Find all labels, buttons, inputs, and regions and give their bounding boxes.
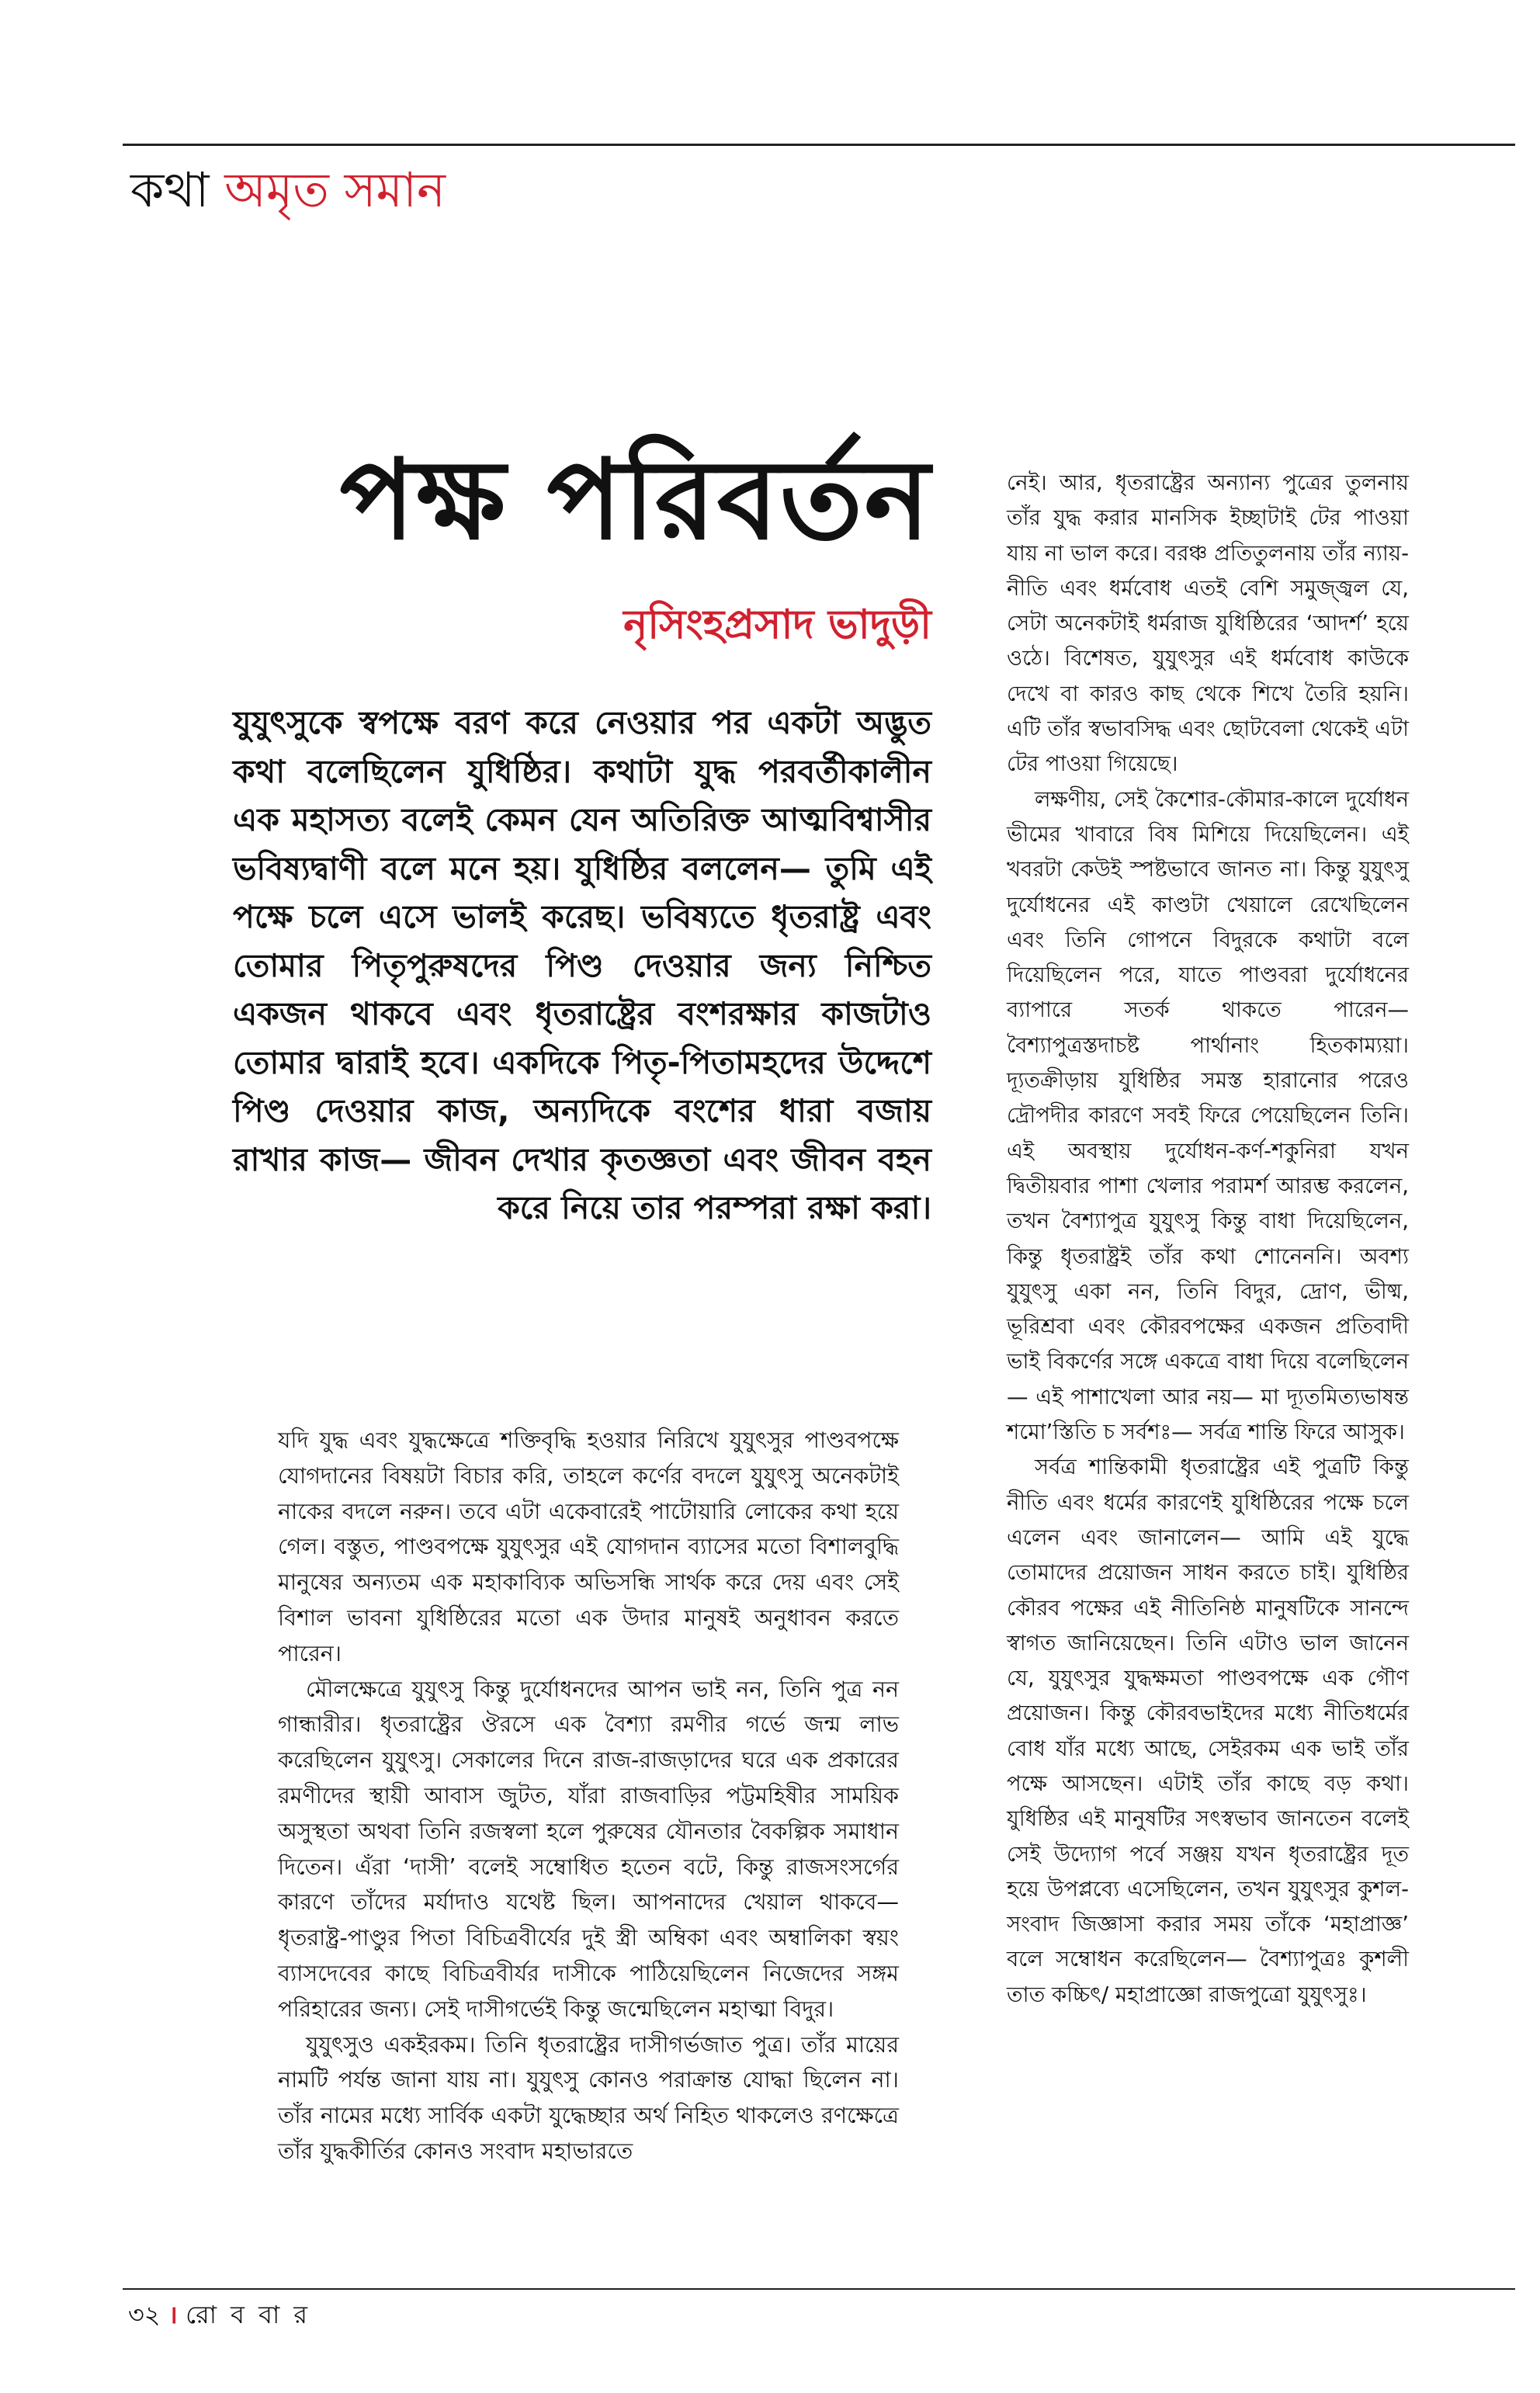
top-rule bbox=[123, 144, 1515, 146]
body-column-left bbox=[278, 1423, 899, 2169]
section-header-word-2: অমৃত সমান bbox=[224, 161, 446, 218]
page-folio bbox=[128, 2299, 310, 2330]
body-paragraph: নেই। আর, ধৃতরাষ্ট্রের অন্যান্য পুত্রের তুলনায় তাঁর যুদ্ধ করার মানসিক ইচ্ছাটাই টের পাওয়া যায় না ভাল করে। বরঞ্চ প্রতিতুলনায় তাঁর ন্যায়-নীতি এবং ধর্মবোধ এতই বেশি সমুজ্জ্বল যে, সেটা অনেকটাই ধর্মরাজ যুধিষ্ঠিরের ‘আদর্শ’ হয়ে ওঠে। বিশেষত, যুযুৎসুর এই ধর্মবোধ কাউকে দেখে বা কারও কাছ থেকে শিখে তৈরি হয়নি। এটি তাঁর স্বভাবসিদ্ধ এবং ছোটবেলা থেকেই এটা টের পাওয়া গিয়েছে। bbox=[1007, 470, 1409, 777]
magazine-name: রো ব বা র bbox=[186, 2300, 310, 2329]
article-standfirst: যুযুৎসুকে স্বপক্ষে বরণ করে নেওয়ার পর একটা অদ্ভুত কথা বলেছিলেন যুধিষ্ঠির। কথাটা যুদ্ধ পরবর্তীকালীন এক মহাসত্য বলেই কেমন যেন অতিরিক্ত আত্মবিশ্বাসীর ভবিষ্যদ্বাণী বলে মনে হয়। যুধিষ্ঠির বললেন— তুমি এই পক্ষে চলে এসে ভালই করেছ। ভবিষ্যতে ধৃতরাষ্ট্র এবং তোমার পিতৃপুরুষদের পিণ্ড দেওয়ার জন্য নিশ্চিত একজন থাকবে এবং ধৃতরাষ্ট্রের বংশরক্ষার কাজটাও তোমার দ্বারাই হবে। একদিকে পিতৃ-পিতামহদের উদ্দেশে পিণ্ড দেওয়ার কাজ, অন্যদিকে বংশের ধারা বজায় রাখার কাজ— জীবন দেখার কৃতজ্ঞতা এবং জীবন বহন করে নিয়ে তার পরম্পরা রক্ষা করা। bbox=[233, 704, 931, 1226]
body-paragraph: মৌলক্ষেত্রে যুযুৎসু কিন্তু দুর্যোধনদের আপন ভাই নন, তিনি পুত্র নন গান্ধারীর। ধৃতরাষ্ট্রের ঔরসে এক বৈশ্যা রমণীর গর্ভে জন্ম লাভ করেছিলেন যুযুৎসু। সেকালের দিনে রাজ-রাজড়াদের ঘরে এক প্রকারের রমণীদের স্থায়ী আবাস জুটত, যাঁরা রাজবাড়ির পট্টমহিষীর সাময়িক অসুস্থতা অথবা তিনি রজস্বলা হলে পুরুষের যৌনতার বৈকল্পিক সমাধান দিতেন। এঁরা ‘দাসী’ বলেই সম্বোধিত হতেন বটে, কিন্তু রাজসংসর্গের কারণে তাঁদের মর্যাদাও যথেষ্ট ছিল। আপনাদের খেয়াল থাকবে— ধৃতরাষ্ট্র-পাণ্ডুর পিতা বিচিত্রবীর্যের দুই স্ত্রী অম্বিকা এবং অম্বালিকা স্বয়ং ব্যাসদেবের কাছে বিচিত্রবীর্যর দাসীকে পাঠিয়েছিলেন নিজেদের সঙ্গম পরিহারের জন্য। সেই দাসীগর্ভেই কিন্তু জন্মেছিলেন মহাত্মা বিদুর। bbox=[278, 1676, 899, 2022]
section-header bbox=[130, 159, 446, 221]
body-paragraph: সর্বত্র শান্তিকামী ধৃতরাষ্ট্রের এই পুত্রটি কিন্তু নীতি এবং ধর্মের কারণেই যুধিষ্ঠিরের পক্ষে চলে এলেন এবং জানালেন— আমি এই যুদ্ধে তোমাদের প্রয়োজন সাধন করতে চাই। যুধিষ্ঠির কৌরব পক্ষের এই নীতিনিষ্ঠ মানুষটিকে সানন্দে স্বাগত জানিয়েছেন। তিনি এটাও ভাল জানেন যে, যুযুৎসুর যুদ্ধক্ষমতা পাণ্ডবপক্ষে এক গৌণ প্রয়োজন। কিন্তু কৌরবভাইদের মধ্যে নীতিধর্মের বোধ যাঁর মধ্যে আছে, সেইরকম এক ভাই তাঁর পক্ষে আসছেন। এটাই তাঁর কাছে বড় কথা। যুধিষ্ঠির এই মানুষটির সৎস্বভাব জানতেন বলেই সেই উদ্যোগ পর্বে সঞ্জয় যখন ধৃতরাষ্ট্রের দূত হয়ে উপপ্লব্যে এসেছিলেন, তখন যুযুৎসুর কুশল-সংবাদ জিজ্ঞাসা করার সময় তাঁকে ‘মহাপ্রাজ্ঞ’ বলে সম্বোধন করেছিলেন— বৈশ্যাপুত্রঃ কুশলী তাত কচ্চিৎ/ মহাপ্রাজ্ঞো রাজপুত্রো যুযুৎসুঃ। bbox=[1007, 1455, 1409, 2007]
page-number: ৩২ bbox=[128, 2300, 161, 2329]
article-title: পক্ষ পরিবর্তন bbox=[339, 436, 931, 564]
folio-separator: । bbox=[168, 2300, 178, 2329]
bottom-rule bbox=[123, 2288, 1515, 2290]
body-paragraph: লক্ষণীয়, সেই কৈশোর-কৌমার-কালে দুর্যোধন ভীমের খাবারে বিষ মিশিয়ে দিয়েছিলেন। এই খবরটা কেউই স্পষ্টভাবে জানত না। কিন্তু যুযুৎসু দুর্যোধনের এই কাণ্ডটা খেয়ালে রেখেছিলেন এবং তিনি গোপনে বিদুরকে কথাটা বলে দিয়েছিলেন পরে, যাতে পাণ্ডবরা দুর্যোধনের ব্যাপারে সতর্ক থাকতে পারেন— বৈশ্যাপুত্রস্তদাচষ্ট পার্থানাং হিতকাম্যয়া। দ্যূতক্রীড়ায় যুধিষ্ঠির সমস্ত হারানোর পরেও দ্রৌপদীর কারণে সবই ফিরে পেয়েছিলেন তিনি। এই অবস্থায় দুর্যোধন-কর্ণ-শকুনিরা যখন দ্বিতীয়বার পাশা খেলার পরামর্শ আরম্ভ করলেন, তখন বৈশ্যাপুত্র যুযুৎসু কিন্তু বাধা দিয়েছিলেন, কিন্তু ধৃতরাষ্ট্রই তাঁর কথা শোনেননি। অবশ্য যুযুৎসু একা নন, তিনি বিদুর, দ্রোণ, ভীষ্ম, ভূরিশ্রবা এবং কৌরবপক্ষের একজন প্রতিবাদী ভাই বিকর্ণের সঙ্গে একত্রে বাধা দিয়ে বলেছিলেন— এই পাশাখেলা আর নয়— মা দ্যূতমিত্যভাষন্ত শমো’স্তিতি চ সর্বশঃ— সর্বত্র শান্তি ফিরে আসুক। bbox=[1007, 786, 1409, 1445]
article-author: নৃসিংহপ্রসাদ ভাদুড়ী bbox=[623, 602, 931, 648]
body-paragraph: যদি যুদ্ধ এবং যুদ্ধক্ষেত্রে শক্তিবৃদ্ধি হওয়ার নিরিখে যুযুৎসুর পাণ্ডবপক্ষে যোগদানের বিষয়টা বিচার করি, তাহলে কর্ণের বদলে যুযুৎসু অনেকটাই নাকের বদলে নরুন। তবে এটা একেবারেই পাটোয়ারি লোকের কথা হয়ে গেল। বস্তুত, পাণ্ডবপক্ষে যুযুৎসুর এই যোগদান ব্যাসের মতো বিশালবুদ্ধি মানুষের অন্যতম এক মহাকাব্যিক অভিসন্ধি সার্থক করে দেয় এবং সেই বিশাল ভাবনা যুধিষ্ঠিরের মতো এক উদার মানুষই অনুধাবন করতে পারেন। bbox=[278, 1427, 899, 1666]
body-column-right bbox=[1007, 466, 1409, 2013]
section-header-word-1: কথা bbox=[130, 161, 210, 218]
body-paragraph: যুযুৎসুও একইরকম। তিনি ধৃতরাষ্ট্রের দাসীগর্ভজাত পুত্র। তাঁর মায়ের নামটি পর্যন্ত জানা যায় না। যুযুৎসু কোনও পরাক্রান্ত যোদ্ধা ছিলেন না। তাঁর নামের মধ্যে সার্বিক একটা যুদ্ধেচ্ছার অর্থ নিহিত থাকলেও রণক্ষেত্রে তাঁর যুদ্ধকীর্তির কোনও সংবাদ মহাভারতে bbox=[278, 2031, 899, 2164]
